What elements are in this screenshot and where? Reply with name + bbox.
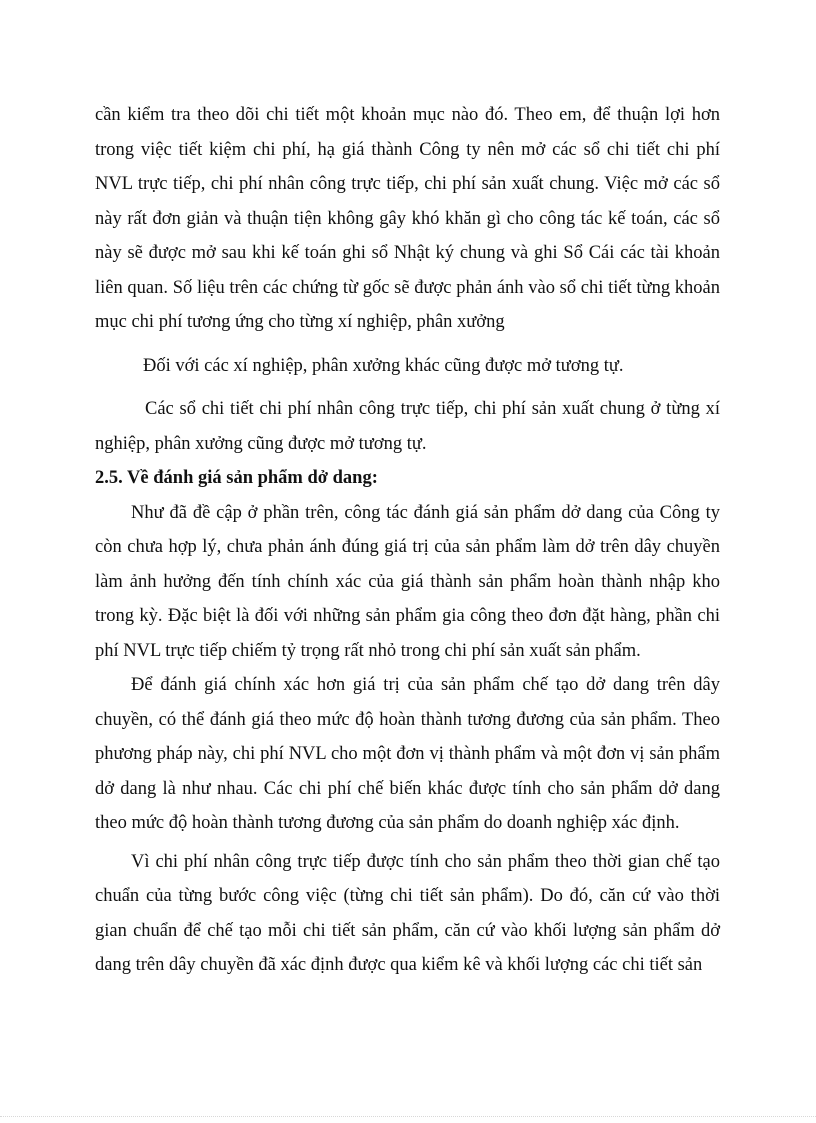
paragraph-vi-chi-phi: Vì chi phí nhân công trực tiếp được tính cho sản phẩm theo thời gian chế tạo chuẩn của từng bước công việc (từng chi tiết sản phẩm). Do đó, căn cứ vào thời gian chuẩn để chế tạo mỗi chi tiết sản phẩm, căn cứ vào khối lượng sản phẩm dở dang trên dây chuyền đã xác định được qua kiểm kê và khối lượng các chi tiết sản bbox=[95, 851, 720, 975]
section-heading: 2.5. Về đánh giá sản phẩm dở dang: bbox=[95, 468, 378, 488]
paragraph-nhu-da-de-cap: Như đã đề cập ở phần trên, công tác đánh giá sản phẩm dở dang của Công ty còn chưa hợp lý, chưa phản ánh đúng giá trị của sản phẩm làm dở trên dây chuyền làm ảnh hưởng đến tính chính xác của giá thành sản phẩm hoàn thành nhập kho trong kỳ. Đặc biệt là đối với những sản phẩm gia công theo đơn đặt hàng, phần chi phí NVL trực tiếp chiếm tỷ trọng rất nhỏ trong chi phí sản xuất sản phẩm. bbox=[95, 502, 720, 661]
paragraph-cac-so-chi-tiet: Các sổ chi tiết chi phí nhân công trực tiếp, chi phí sản xuất chung ở từng xí nghiệp, phân xưởng cũng được mở tương tự. bbox=[95, 399, 720, 454]
document-body bbox=[95, 98, 720, 983]
paragraph-doi-voi-xi-nghiep: Đối với các xí nghiệp, phân xưởng khác cũng được mở tương tự. bbox=[143, 355, 624, 376]
paragraph-de-danh-gia: Để đánh giá chính xác hơn giá trị của sản phẩm chế tạo dở dang trên dây chuyền, có thể đánh giá theo mức độ hoàn thành tương đương của sản phẩm. Theo phương pháp này, chi phí NVL cho một đơn vị thành phẩm và một đơn vị sản phẩm dở dang là như nhau. Các chi phí chế biến khác được tính cho sản phẩm dở dang theo mức độ hoàn thành tương đương của sản phẩm do doanh nghiệp xác định. bbox=[95, 675, 720, 833]
page-bottom-divider bbox=[0, 1116, 816, 1117]
paragraph-sổ-chi-tiết: cần kiểm tra theo dõi chi tiết một khoản mục nào đó. Theo em, để thuận lợi hơn trong việc tiết kiệm chi phí, hạ giá thành Công ty nên mở các sổ chi tiết chi phí NVL trực tiếp, chi phí nhân công trực tiếp, chi phí sản xuất chung. Việc mở các sổ này rất đơn giản và thuận tiện không gây khó khăn gì cho công tác kế toán, các sổ này sẽ được mở sau khi kế toán ghi sổ Nhật ký chung và ghi Sổ Cái các tài khoản liên quan. Số liệu trên các chứng từ gốc sẽ được phản ánh vào sổ chi tiết từng khoản mục chi phí tương ứng cho từng xí nghiệp, phân xưởng bbox=[95, 105, 720, 332]
